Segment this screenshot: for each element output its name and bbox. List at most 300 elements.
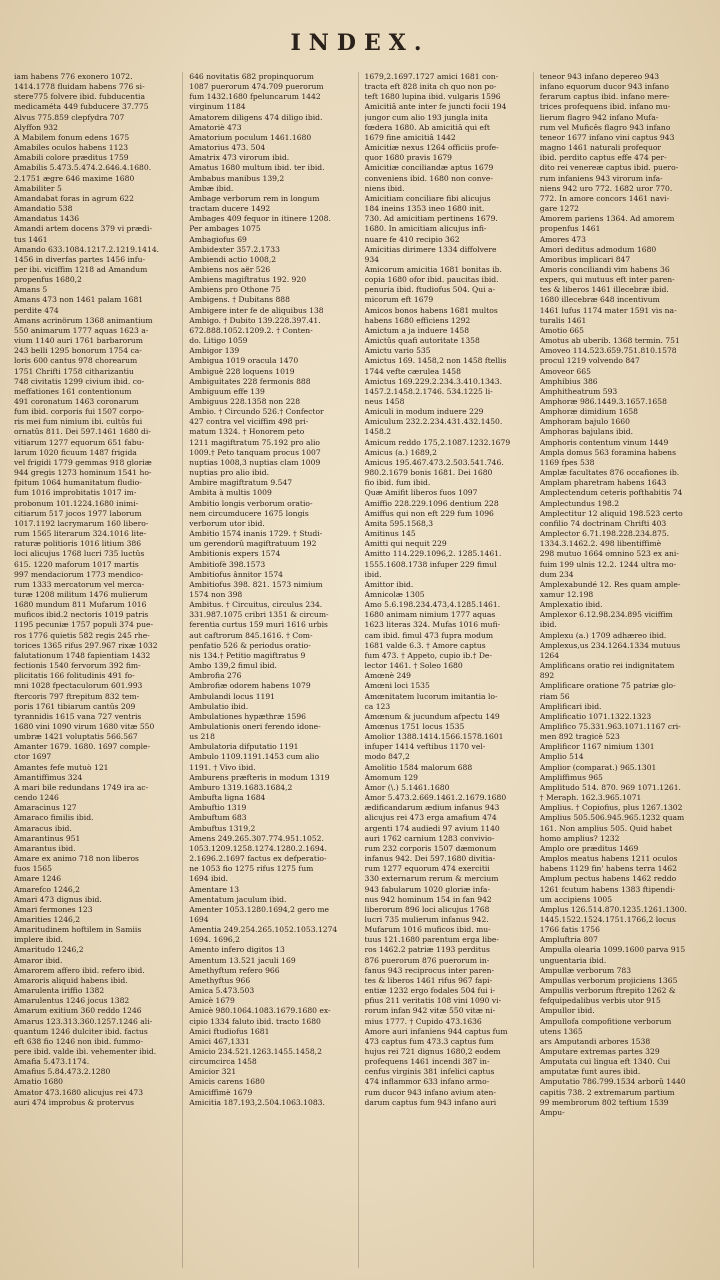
index-entry: 1694 ibid. bbox=[189, 874, 228, 884]
index-entry: Amolior 1388.1414.1566.1578.1601 bbox=[364, 732, 504, 742]
index-entry: 934 bbox=[364, 254, 379, 264]
index-entry: 1555.1608.1738 infuper 229 fimul bbox=[364, 559, 497, 569]
index-entry: niens ibid. bbox=[364, 183, 405, 193]
index-entry: Ampluftria 807 bbox=[539, 935, 598, 945]
index-entry: ornatûs 811. Dei 597.1461 1680 di- bbox=[14, 427, 151, 437]
index-entry: loris 600 cantus 978 chorearum bbox=[14, 356, 138, 366]
index-entry: 892 bbox=[539, 671, 555, 681]
index-entry: Amiculum 232.2.234.431.432.1450. bbox=[364, 417, 503, 427]
index-entry: profequens 1461 incendi 387 in- bbox=[364, 1057, 490, 1067]
index-entry: Ambire magiftratum 9.547 bbox=[189, 478, 293, 488]
index-entry: Amans 473 non 1461 palam 1681 bbox=[14, 295, 144, 305]
index-column bbox=[189, 72, 358, 1268]
index-entry: Amica 5.473.503 bbox=[189, 986, 255, 996]
index-entry: Amari 473 dignus ibid. bbox=[14, 894, 102, 904]
index-entry: Amictus 169.229.2.234.3.410.1343. bbox=[364, 376, 502, 386]
index-entry: procul 1219 volvendo 847 bbox=[539, 356, 640, 366]
index-entry: Amabilis 5.473.5.474.2.646.4.1680. bbox=[14, 163, 152, 173]
index-entry: rum vel Muficês flagro 943 infano bbox=[539, 122, 671, 132]
index-entry: Amphoram bajulo 1660 bbox=[539, 417, 630, 427]
index-entry: rum 1277 equorum 474 exercitii bbox=[364, 864, 490, 874]
index-entry: Amplam pharetram habens 1643 bbox=[539, 478, 667, 488]
index-entry: tes & liberos 1461 illecebræ ibid. bbox=[539, 285, 669, 295]
index-entry: Amor (\.) 5.1461.1680 bbox=[364, 782, 450, 792]
index-entry: Amabili colore præditus 1759 bbox=[14, 153, 129, 163]
index-entry: Amœnè 249 bbox=[364, 671, 411, 681]
index-entry: Ambrofiæ odorem habens 1079 bbox=[189, 681, 311, 691]
index-entry: medicaméta 449 fubducere 37.775 bbox=[14, 102, 149, 112]
index-entry: modo 847,2 bbox=[364, 752, 410, 762]
index-entry: Amicè 980.1064.1083.1679.1680 ex- bbox=[189, 1006, 331, 1016]
index-entry: capitis 738. 2 extremarum partium bbox=[539, 1087, 675, 1097]
index-entry: Amplitudo 514. 870. 969 1071.1261. bbox=[539, 782, 681, 792]
index-entry: entiæ 1232 ergo fodales 504 fui i- bbox=[364, 986, 496, 996]
index-entry: neus 1458 bbox=[364, 397, 405, 406]
index-entry: Amaritudinem hoftilem in Samiis bbox=[14, 925, 142, 935]
index-entry: nuptias pro alio ibid. bbox=[189, 468, 270, 478]
index-entry: Ambrofia 276 bbox=[189, 671, 242, 681]
index-entry: amputatæ funt aures ibid. bbox=[539, 1067, 641, 1077]
index-entry: Ampullofa compofitione verborum bbox=[539, 1016, 672, 1026]
index-entry: Amœnum & jucundum afpectu 149 bbox=[364, 711, 500, 721]
index-entry: Amoribus implicari 847 bbox=[539, 254, 631, 264]
index-entry: trices profequens ibid. infano mu- bbox=[539, 102, 671, 112]
index-entry: Ambæ ibid. bbox=[189, 183, 234, 193]
index-entry: Ambiguè 228 loquens 1019 bbox=[189, 366, 295, 376]
index-entry: Amenter 1053.1280.1694,2 gero me bbox=[189, 904, 330, 914]
index-entry: Ampullis verborum ftrepito 1262 & bbox=[539, 986, 676, 996]
index-entry: 474 inflammor 633 infano armo- bbox=[364, 1077, 490, 1087]
index-entry: pfius 211 veritatis 108 vini 1090 vi- bbox=[364, 996, 502, 1006]
index-entry: Per ambages 1075 bbox=[189, 224, 261, 234]
index-entry: 1458.2 bbox=[364, 427, 392, 437]
index-entry: ibid. bbox=[364, 569, 382, 579]
index-entry: fum ibid. corporis fui 1507 corpo- bbox=[14, 407, 144, 417]
index-entry: Amatrix 473 virorum ibid. bbox=[189, 153, 290, 163]
index-entry: loci alicujus 1768 lucri 735 luctûs bbox=[14, 549, 145, 559]
index-entry: fum 1432.1680 fpeluncarum 1442 bbox=[189, 92, 321, 102]
index-entry: Amicior 321 bbox=[189, 1067, 237, 1077]
index-entry: torices 1365 rifus 297.967 rixæ 1032 bbox=[14, 640, 158, 650]
index-entry: Amœnus 1751 locus 1535 bbox=[364, 722, 465, 731]
index-entry: Ampullas verborum projiciens 1365 bbox=[539, 975, 678, 985]
index-entry: Amentare 13 bbox=[189, 884, 240, 894]
index-entry: 1195 pecuniæ 1757 populi 374 pue- bbox=[14, 620, 154, 630]
index-entry: Amafia 5.473.1174. bbox=[14, 1057, 90, 1067]
index-entry: vitiarum 1277 equorum 651 fabu- bbox=[14, 437, 145, 447]
index-entry: 330 externarum rerum & mercium bbox=[364, 874, 499, 884]
index-entry: Amplum pectus habens 1462 reddo bbox=[539, 874, 677, 884]
index-entry: Amore auri infaniens 944 captus fum bbox=[364, 1026, 508, 1036]
index-entry: ris mei fum nimium ibi. cultûs fui bbox=[14, 417, 143, 427]
index-entry: iam habens 776 exonero 1072. bbox=[14, 72, 133, 81]
index-entry: 1009.† Peto tanquam procus 1007 bbox=[189, 447, 321, 457]
index-entry: Amiffus qui non eft 229 fum 1096 bbox=[364, 508, 494, 518]
index-entry: Amicum reddo 175,2.1087.1232.1679 bbox=[364, 437, 511, 447]
index-entry: falutationum 1748 fapientiam 1432 bbox=[14, 650, 151, 660]
index-entry: Amita 595.1568,3 bbox=[364, 518, 434, 528]
index-entry: matum 1324. † Honorem peto bbox=[189, 427, 305, 437]
index-entry: Amari fermones 123 bbox=[14, 904, 93, 914]
index-entry: Amictus 169. 1458,2 non 1458 ftellis bbox=[364, 356, 507, 366]
index-entry: Amanter 1679. 1680. 1697 comple- bbox=[14, 742, 151, 752]
index-entry: Ambigo. † Dubito 139.228.397.41. bbox=[189, 315, 321, 325]
index-entry: umbræ 1421 voluptatis 566.567 bbox=[14, 732, 138, 742]
index-entry: 1169 fpes 538 bbox=[539, 457, 595, 467]
index-entry: Ambuftum 683 bbox=[189, 813, 247, 823]
index-entry: Amplos meatus habens 1211 oculos bbox=[539, 854, 678, 864]
index-entry: penfatio 526 & periodus oratio- bbox=[189, 640, 311, 650]
index-entry: Amphoris contentum vinum 1449 bbox=[539, 437, 669, 447]
index-entry: Amento infero digitos 13 bbox=[189, 945, 285, 955]
index-entry: 1679 fine amicitiâ 1442 bbox=[364, 132, 456, 142]
index-entry: um accipiens 1005 bbox=[539, 894, 613, 904]
index-entry: Amplus 126.514.870.1235.1261.1300. bbox=[539, 904, 687, 914]
index-column bbox=[365, 72, 534, 1268]
index-entry: Quæ Amifit liberos fuos 1097 bbox=[364, 488, 478, 498]
index-entry: Ambitiofè 398.1573 bbox=[189, 559, 266, 569]
index-entry: Amplæ facultates 876 occafiones ib. bbox=[539, 468, 680, 478]
index-entry: fpitum 1064 humanitatum fludio- bbox=[14, 478, 142, 488]
index-entry: rum 1333 mercatorum vel merca- bbox=[14, 579, 145, 589]
index-entry: Ambitionis expers 1574 bbox=[189, 549, 281, 559]
index-entry: Amentatum jaculum ibid. bbox=[189, 894, 287, 904]
index-entry: lector 1461. † Soleo 1680 bbox=[364, 661, 463, 671]
index-entry: nis 134.† Petitio magiftratus 9 bbox=[189, 650, 306, 660]
index-entry: fio ibid. fum ibid. bbox=[364, 478, 431, 488]
index-entry: Amictûs quafi autoritate 1358 bbox=[364, 336, 480, 346]
index-entry: homo amplius? 1232 bbox=[539, 833, 620, 843]
index-entry: Amplior (comparat.) 965.1301 bbox=[539, 762, 657, 772]
index-entry: Amores 473 bbox=[539, 234, 586, 244]
index-entry: Ambiens pro Othone 75 bbox=[189, 285, 281, 295]
index-entry: rum infaniens 943 virorum infa- bbox=[539, 173, 663, 183]
index-entry: 1744 vefte cærulea 1458 bbox=[364, 366, 461, 376]
index-entry: fuos 1565 bbox=[14, 864, 52, 874]
index-entry: Ambigor 139 bbox=[189, 346, 240, 356]
index-entry: auri 1762 carnium 1283 convivio- bbox=[364, 833, 495, 843]
index-entry: 672.888.1052.1209.2. † Conten- bbox=[189, 325, 313, 335]
index-entry: Amplificans oratio rei indignitatem bbox=[539, 661, 675, 671]
index-entry: Ampullæ verborum 783 bbox=[539, 965, 632, 975]
index-entry: Ambitus. † Circuitus, circulus 234. bbox=[189, 600, 323, 610]
index-entry: Ambitio 1574 inanis 1729. † Studi- bbox=[189, 529, 323, 539]
index-entry: um gerendorû magiftratuum 192 bbox=[189, 539, 317, 549]
index-entry: Amicitiam conciliare fibi alicujus bbox=[364, 193, 491, 203]
index-entry: Ambigens. † Dubitans 888 bbox=[189, 295, 290, 305]
index-entry: 748 civitatis 1299 civium ibid. co- bbox=[14, 376, 145, 386]
index-entry: Amethyftus 966 bbox=[189, 975, 251, 985]
index-entry: Amitti qui nequit 229 bbox=[364, 539, 447, 549]
index-entry: ibid. perdito captus effe 474 per- bbox=[539, 153, 667, 163]
index-entry: 1680 mundum 811 Mufarum 1016 bbox=[14, 600, 147, 610]
index-entry: Amaritudo 1246,2 bbox=[14, 945, 84, 955]
index-entry: Amori deditus admodum 1680 bbox=[539, 244, 657, 254]
index-entry: Amaraco fimilis ibid. bbox=[14, 813, 94, 823]
index-entry: 943 fabularum 1020 gloriæ infa- bbox=[364, 884, 491, 894]
index-entry: tus 1461 bbox=[14, 234, 48, 244]
index-entry: utens 1365 bbox=[539, 1026, 583, 1036]
index-entry: nem circumducere 1675 longis bbox=[189, 508, 309, 518]
index-entry: fefquipedalibus verbis utor 915 bbox=[539, 996, 661, 1006]
index-entry: Alvus 775.859 clepfydra 707 bbox=[14, 112, 125, 122]
index-entry: 1017.1192 lacrymarum 160 libero- bbox=[14, 518, 149, 528]
index-entry: 1191. † Vivo ibid. bbox=[189, 762, 256, 772]
index-entry: vium 1140 auri 1761 barbarorum bbox=[14, 336, 143, 346]
index-entry: nus 942 hominum 154 in fan 942 bbox=[364, 894, 492, 904]
index-entry: lucri 735 mulierum infanus 942. bbox=[364, 914, 489, 924]
index-entry: Ambulatoria difputatio 1191 bbox=[189, 742, 299, 752]
index-entry: conveniens ibid. 1680 non conve- bbox=[364, 173, 493, 183]
index-entry: Amici 467,1331 bbox=[189, 1036, 250, 1046]
index-entry: 184 ineins 1353 ineo 1680 init. bbox=[364, 204, 485, 214]
index-entry: propenfus 1680,2 bbox=[14, 275, 82, 285]
index-entry: Ambio. † Circundo 526.† Confector bbox=[189, 407, 324, 417]
index-entry: 1680 animam nimium 1777 aquas bbox=[364, 610, 496, 620]
index-entry: Amator 473.1680 alicujus rei 473 bbox=[14, 1087, 144, 1097]
index-entry: Amitto 114.229.1096,2. 1285.1461. bbox=[364, 549, 502, 559]
index-entry: fanus 943 reciprocus inter paren- bbox=[364, 965, 495, 975]
index-entry: ibid. bbox=[539, 620, 557, 630]
index-entry: Amicus 195.467.473.2.503.541.746. bbox=[364, 457, 504, 467]
index-entry: Ambiguitates 228 fermonis 888 bbox=[189, 376, 311, 386]
index-entry: vel frigidi 1779 gemmas 918 gloriæ bbox=[14, 457, 152, 467]
index-entry: Amplificari ibid. bbox=[539, 701, 602, 711]
index-entry: Amarus 123.313.360.1257.1246 ali- bbox=[14, 1016, 153, 1026]
index-entry: ros 1462.2 patriæ 1193 perditus bbox=[364, 945, 490, 955]
index-entry: cendo 1246 bbox=[14, 793, 59, 803]
index-entry: 2.1751 ægre 646 maxime 1680 bbox=[14, 173, 135, 183]
index-entry: Amittor ibid. bbox=[364, 579, 414, 589]
index-entry: Ambages 409 fequor in itinere 1208. bbox=[189, 214, 331, 224]
index-entry: Amphibius 386 bbox=[539, 376, 598, 386]
index-entry: implere ibid. bbox=[14, 935, 63, 945]
index-entry: Ambage verborum rem in longum bbox=[189, 193, 320, 203]
index-entry: propenfus 1461 bbox=[539, 224, 601, 234]
index-entry: 997 mendaciorum 1773 mendico- bbox=[14, 569, 144, 579]
index-entry: Amatorium poculum 1461.1680 bbox=[189, 132, 312, 142]
index-entry: Amandabat foras in agrum 622 bbox=[14, 193, 134, 203]
index-entry: aut caftrorum 845.1616. † Com- bbox=[189, 630, 313, 640]
index-entry: Amplificare oratione 75 patriæ glo- bbox=[539, 681, 676, 691]
index-entry: teneor 943 infano depereo 943 bbox=[539, 72, 660, 81]
index-entry: Ambulandi locus 1191 bbox=[189, 691, 276, 701]
index-entry: Amplectundus 198.2 bbox=[539, 498, 620, 508]
index-entry: Amplius 505.506.945.965.1232 quam bbox=[539, 813, 685, 823]
index-entry: Ambigua 1019 oracula 1470 bbox=[189, 356, 299, 366]
index-entry: 1680 vini 1090 virum 1680 vitæ 550 bbox=[14, 722, 155, 731]
index-entry: 1694 bbox=[189, 914, 209, 924]
index-entry: argenti 174 audiedi 97 avium 1140 bbox=[364, 823, 500, 833]
index-entry: habens 1680 efficiens 1292 bbox=[364, 315, 471, 325]
index-entry: Ambo 139,2 fimul ibid. bbox=[189, 661, 277, 671]
index-entry: Amorem pariens 1364. Ad amorem bbox=[539, 214, 675, 224]
index-entry: 980.2.1679 bonis 1681. Dei 1680 bbox=[364, 468, 493, 478]
index-entry: 1456 in diverfas partes 1456 infu- bbox=[14, 254, 146, 264]
index-entry: Amabiles oculos habens 1123 bbox=[14, 143, 129, 153]
index-entry: 1053.1209.1258.1274.1280.2.1694. bbox=[189, 843, 327, 853]
index-entry: dito rei venereæ captus ibid. puero- bbox=[539, 163, 679, 173]
index-entry: Amoveor 665 bbox=[539, 366, 591, 376]
index-entry: Amare 1246 bbox=[14, 874, 62, 884]
index-entry: infanus 942. Dei 597.1680 divitia- bbox=[364, 854, 496, 864]
index-entry: Amarefco 1246,2 bbox=[14, 884, 80, 894]
index-entry: pere ibid. valde ibi. vehementer ibid. bbox=[14, 1047, 157, 1056]
index-entry: Amatorius 473. 504 bbox=[189, 143, 266, 153]
index-entry: infuper 1414 veftibus 1170 vel- bbox=[364, 742, 486, 752]
index-entry: turæ 1208 militum 1476 mulierum bbox=[14, 589, 148, 599]
index-entry: Amandatus 1436 bbox=[14, 214, 80, 224]
index-entry: Amplificor 1167 nimium 1301 bbox=[539, 742, 655, 752]
index-entry: Amicitiâ ante inter fe juncti focii 194 bbox=[364, 102, 507, 112]
index-entry: Amplifico 75.331.963.1071.1167 cri- bbox=[539, 722, 681, 731]
index-entry: Alyffon 932 bbox=[14, 122, 58, 132]
index-entry: Amiffio 228.229.1096 dentium 228 bbox=[364, 498, 499, 508]
index-entry: expers, qui mutuus eft inter paren- bbox=[539, 275, 675, 285]
index-entry: Ambuftus 1319,2 bbox=[189, 823, 256, 833]
index-entry: Amentum 13.521 jaculi 169 bbox=[189, 955, 296, 965]
index-entry: Amoris conciliandi vim habens 36 bbox=[539, 264, 670, 274]
index-entry: turalis 1461 bbox=[539, 315, 587, 325]
index-entry: micorum eft 1679 bbox=[364, 295, 434, 305]
index-entry: gare 1272 bbox=[539, 204, 580, 214]
index-entry: confilio 74 doctrinam Chrifti 403 bbox=[539, 518, 667, 528]
index-entry: Ambagiofus 69 bbox=[189, 234, 247, 244]
index-entry: 1680 illecebræ 648 incentivum bbox=[539, 295, 660, 305]
index-entry: 1087 puerorum 474.709 puerorum bbox=[189, 82, 324, 92]
index-entry: Amafius 5.84.473.2.1280 bbox=[14, 1067, 111, 1077]
index-entry: Amantes fefe mutuò 121 bbox=[14, 762, 109, 772]
page-title: INDEX. bbox=[290, 30, 430, 56]
index-entry: Amphitheatrum 593 bbox=[539, 386, 618, 396]
index-entry: tracta eft 828 inita ch quo non po- bbox=[364, 82, 497, 92]
index-entry: Amplificatio 1071.1322.1323 bbox=[539, 711, 652, 721]
index-entry: penuria ibid. ftudiofus 504. Qui a- bbox=[364, 285, 496, 295]
index-entry: 427 contra vel viciffim 498 pri- bbox=[189, 417, 309, 427]
index-entry: Ambita à multis 1009 bbox=[189, 488, 272, 498]
index-entry: Ambiens magiftratus 192. 920 bbox=[189, 275, 307, 285]
index-entry: teneor 1677 infano vini captus 943 bbox=[539, 132, 675, 142]
index-entry: stere775 folvere ibid. fubducentia bbox=[14, 92, 145, 102]
index-entry: 550 animarum 1777 aquas 1623 a- bbox=[14, 325, 149, 335]
index-entry: Ampulla olearia 1099.1600 parva 915 bbox=[539, 945, 686, 955]
index-entry: Mufarum 1016 muficos ibid. mu- bbox=[364, 925, 491, 935]
index-entry: 1264 bbox=[539, 650, 560, 660]
index-entry: Ambulo 1109.1191.1453 cum alio bbox=[189, 752, 320, 762]
index-entry: nuptias 1008,3 nuptias clam 1009 bbox=[189, 457, 321, 467]
index-entry: lierum flagro 942 infano Mufa- bbox=[539, 112, 659, 122]
index-entry: Amarorem affero ibid. refero ibid. bbox=[14, 965, 145, 975]
index-entry: auri 474 improbus & protervus bbox=[14, 1097, 135, 1107]
index-entry: Amabiliter 5 bbox=[14, 183, 62, 193]
index-entry: Amarities 1246,2 bbox=[14, 914, 81, 924]
index-entry: Ambuftio 1319 bbox=[189, 803, 247, 813]
index-entry: Amicè 1679 bbox=[189, 996, 235, 1006]
index-entry: magno 1461 naturali profequor bbox=[539, 143, 662, 153]
index-entry: Amplexatio ibid. bbox=[539, 600, 603, 610]
index-entry: jungor cum alio 193 jungla inita bbox=[364, 112, 488, 122]
index-entry: Amando 633.1084.1217.2.1219.1414. bbox=[14, 244, 160, 254]
index-entry: tes & liberos 1461 rifus 967 fapi- bbox=[364, 975, 493, 985]
index-entry: A Mabilem fonum edens 1675 bbox=[14, 132, 130, 142]
index-entry: 1751 Chrifti 1758 citharizantiu bbox=[14, 366, 134, 376]
index-entry: riam 56 bbox=[539, 691, 570, 701]
index-entry: 331.987.1075 cribri 1351 & circum- bbox=[189, 610, 329, 620]
index-entry: Amburens præfteris in modum 1319 bbox=[189, 772, 330, 782]
index-entry: 99 membrorum 802 teftium 1539 bbox=[539, 1097, 669, 1107]
index-column bbox=[540, 72, 708, 1268]
index-entry: plicitatis 166 folitudinis 491 fo- bbox=[14, 671, 135, 681]
index-entry: 1211 magiftratum 75.192 pro alio bbox=[189, 437, 321, 447]
index-entry: Amictu vario 535 bbox=[364, 346, 431, 356]
index-entry: meffationes 161 contentionum bbox=[14, 386, 132, 396]
index-entry: Amaracus ibid. bbox=[14, 823, 72, 833]
index-entry: Ambiguus 228.1358 non 228 bbox=[189, 397, 301, 406]
index-entry: liberorum 896 loci alicujus 1768 bbox=[364, 904, 490, 914]
index-entry: tractam ducere 1492 bbox=[189, 204, 271, 214]
index-entry: darum captus fum 943 infano auri bbox=[364, 1097, 497, 1107]
index-entry: 2.1696.2.1697 factus ex defperatio- bbox=[189, 854, 327, 864]
index-entry: 1457.2.1458.2.1746. 534.1225 li- bbox=[364, 386, 493, 396]
index-entry: Amœni loci 1535 bbox=[364, 681, 430, 691]
index-entry: fuim 199 ulnis 12.2. 1244 ultra mo- bbox=[539, 559, 677, 569]
index-entry: niens 942 uro 772. 1682 uror 770. bbox=[539, 183, 673, 193]
index-entry: 615. 1220 maforum 1017 martis bbox=[14, 559, 139, 569]
index-entry: ferarum captus ibid. infano mere- bbox=[539, 92, 670, 102]
index-entry: Amplectendum ceteris pofthabitis 74 bbox=[539, 488, 683, 498]
index-entry: rorum infan 942 vitæ 550 vitæ ni- bbox=[364, 1006, 496, 1016]
index-entry: quantum 1246 dulciter ibid. factus bbox=[14, 1026, 148, 1036]
index-entry: Amicio 234.521.1263.1455.1458,2 bbox=[189, 1047, 322, 1056]
index-entry: 1766 fatis 1756 bbox=[539, 925, 600, 935]
index-entry: verborum utor ibid. bbox=[189, 518, 265, 528]
index-entry: Ambufta ligna 1684 bbox=[189, 793, 266, 803]
index-entry: citiarum 517 jocos 1977 laborum bbox=[14, 508, 142, 518]
index-entry: Amatoriè 473 bbox=[189, 122, 242, 132]
index-entry: Ambitio longis verborum oratio- bbox=[189, 498, 313, 508]
index-entry: 944 gregis 1273 hominum 1541 ho- bbox=[14, 468, 152, 478]
index-entry: 473 captus fum 473.3 captus fum bbox=[364, 1036, 494, 1046]
index-entry: Amphoras bajulans ibid. bbox=[539, 427, 634, 437]
index-entry: Amotus ab uberib. 1368 termin. 751 bbox=[539, 336, 680, 346]
index-entry: Amicitia 187.193,2.504.1063.1083. bbox=[189, 1097, 325, 1107]
index-entry: Amicis carens 1680 bbox=[189, 1077, 265, 1087]
index-entry: Ambitiofus 398. 821. 1573 nimium bbox=[189, 579, 323, 589]
index-entry: poris 1761 tibiarum cantûs 209 bbox=[14, 701, 136, 711]
index-entry: Amburo 1319.1683.1684,2 bbox=[189, 782, 293, 792]
index-entry: Amictum a ja induere 1458 bbox=[364, 325, 470, 335]
index-entry: Amplexus,us 234.1264.1334 mutuus bbox=[539, 640, 681, 650]
index-entry: Ambiguum effe 139 bbox=[189, 386, 265, 396]
index-entry: muficos ibid.2 nectoris 1019 patris bbox=[14, 610, 149, 620]
index-entry: Amnicolæ 1305 bbox=[364, 589, 425, 599]
index-entry: eft 638 fio 1246 non ibid. fummo- bbox=[14, 1036, 143, 1046]
index-entry: Amans 5 bbox=[14, 285, 48, 295]
index-entry: Amotio 665 bbox=[539, 325, 584, 335]
index-entry: mni 1028 fpectaculorum 601.993 bbox=[14, 681, 143, 691]
index-entry: mius 1777. † Cupido 473.1636 bbox=[364, 1016, 482, 1026]
index-entry: 1445.1522.1524.1751.1766,2 locus bbox=[539, 914, 676, 924]
index-entry: Amplectitur 12 aliquid 198.523 certo bbox=[539, 508, 683, 518]
index-entry: Amaracinus 127 bbox=[14, 803, 77, 813]
index-entry: 646 novitatis 682 propinquorum bbox=[189, 72, 314, 81]
index-entry: † Meraph. 162.3.965.1071 bbox=[539, 793, 642, 803]
index-entry: habens 1129 fin' habens terra 1462 bbox=[539, 864, 677, 874]
index-entry: fœdera 1680. Ab amicitiâ qui eft bbox=[364, 122, 490, 132]
index-entry: rum ducor 943 infano avium aten- bbox=[364, 1087, 496, 1097]
index-entry: Ambulationes hypæthræ 1596 bbox=[189, 711, 307, 721]
index-entry: Amicos bonos habens 1681 multos bbox=[364, 305, 498, 315]
